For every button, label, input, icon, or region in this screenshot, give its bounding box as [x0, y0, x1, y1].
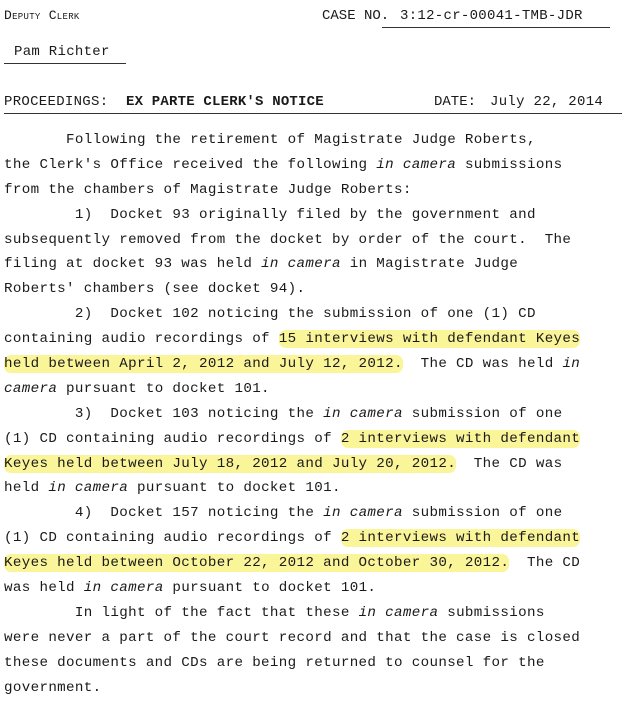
- item1-line-3: filing at docket 93 was held in camera in Magistrate Judge: [4, 256, 519, 273]
- item3-highlight-b: Keyes held between July 18, 2012 and July 20, 2012.: [4, 455, 457, 472]
- closing-line-4: government.: [4, 679, 102, 696]
- item3-line-1: 3) Docket 103 noticing the in camera submission of one: [4, 405, 563, 422]
- item2-line-2: containing audio recordings of 15 interviews with defendant Keyes: [4, 331, 581, 348]
- proceedings-value: EX PARTE CLERK'S NOTICE: [126, 94, 324, 110]
- date-label: DATE:: [434, 94, 477, 110]
- item4-highlight-a: 2 interviews with defendant: [340, 530, 581, 547]
- item1-line-1: 1) Docket 93 originally filed by the government and: [4, 206, 536, 223]
- intro-line-1: Following the retirement of Magistrate Judge Roberts,: [4, 132, 536, 148]
- item3-line-2: (1) CD containing audio recordings of 2 interviews with defendant: [4, 430, 581, 447]
- item4-line-3: Keyes held between October 22, 2012 and October 30, 2012. The CD: [4, 555, 581, 572]
- item2-line-3: held between April 2, 2012 and July 12, 2012. The CD was held in: [4, 356, 581, 373]
- item4-line-2: (1) CD containing audio recordings of 2 interviews with defendant: [4, 530, 581, 547]
- intro-line-3: from the chambers of Magistrate Judge Roberts:: [4, 181, 412, 198]
- case-no-underline: [382, 27, 610, 28]
- item4-highlight-b: Keyes held between October 22, 2012 and October 30, 2012.: [4, 555, 510, 572]
- item1-line-4: Roberts' chambers (see docket 94).: [4, 281, 306, 298]
- item2-line-4: camera pursuant to docket 101.: [4, 380, 270, 397]
- closing-line-2: were never a part of the court record and that the case is closed: [4, 629, 581, 646]
- proceedings-label: PROCEEDINGS:: [4, 94, 109, 110]
- item4-line-1: 4) Docket 157 noticing the in camera submission of one: [4, 505, 563, 522]
- item3-line-4: held in camera pursuant to docket 101.: [4, 480, 341, 497]
- item2-highlight-a: 15 interviews with defendant Keyes: [278, 331, 581, 348]
- item1-line-2: subsequently removed from the docket by order of the court. The: [4, 231, 572, 248]
- intro-line-2: the Clerk's Office received the following in camera submissions: [4, 156, 563, 173]
- case-no-label: CASE NO.: [322, 8, 390, 24]
- item3-highlight-a: 2 interviews with defendant: [340, 430, 581, 447]
- closing-line-3: these documents and CDs are being returned to counsel for the: [4, 654, 545, 671]
- case-no-value: 3:12-cr-00041-TMB-JDR: [400, 8, 583, 24]
- proceedings-underline: [4, 113, 622, 114]
- item4-line-4: was held in camera pursuant to docket 101.: [4, 580, 377, 597]
- deputy-clerk-label: Deputy Clerk: [4, 8, 80, 23]
- item2-highlight-b: held between April 2, 2012 and July 12, 2012.: [4, 356, 403, 373]
- date-value: July 22, 2014: [490, 94, 604, 110]
- notice-body: [4, 128, 624, 700]
- clerk-name-underline: [4, 63, 126, 64]
- deputy-clerk-name: Pam Richter: [14, 44, 110, 60]
- item2-line-1: 2) Docket 102 noticing the submission of one (1) CD: [4, 306, 536, 323]
- item3-line-3: Keyes held between July 18, 2012 and July 20, 2012. The CD was: [4, 455, 563, 472]
- closing-line-1: In light of the fact that these in camera submissions: [4, 604, 545, 621]
